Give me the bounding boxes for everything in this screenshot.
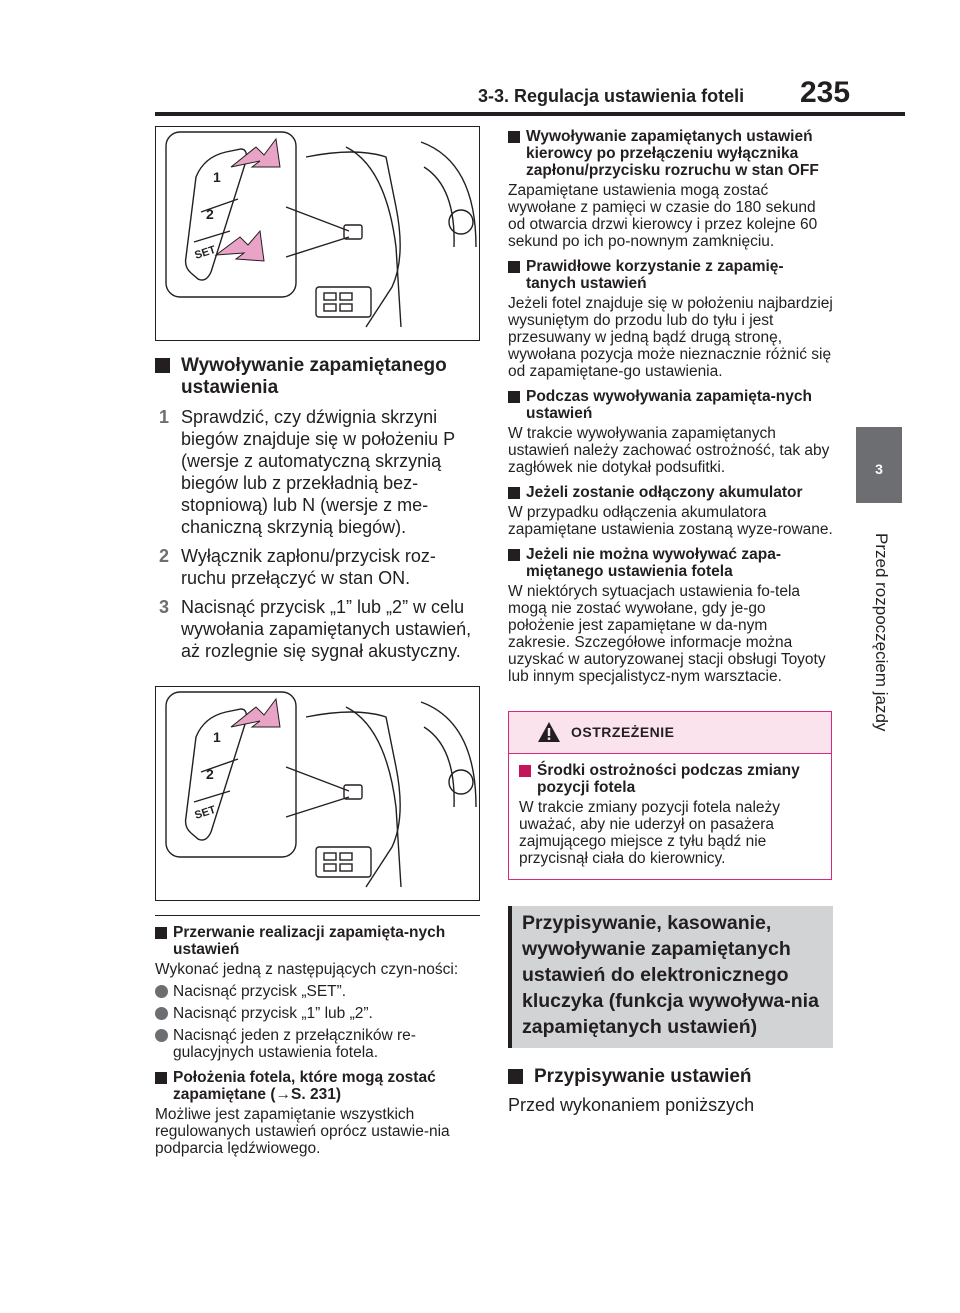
step-item: 3 Nacisnąć przycisk „1” lub „2” w celu wywołania zapamiętanych ustawień, aż rozlegnie się sygnał akustyczny. [159, 597, 472, 661]
note-text: Jeżeli fotel znajduje się w położeniu najbardziej wysuniętym do przodu lub do tyłu i jest przesuwany w jedną bądź drugą stronę, wywołana pozycja może nieznacznie różnić się od zapamiętane-go ustawienia. [508, 295, 833, 380]
page-number: 235 [800, 76, 851, 109]
figure-memory-button-press [155, 686, 480, 901]
interrupt-heading: Przerwanie realizacji zapamięta-nych ustawień [155, 924, 480, 958]
square-bullet-icon [508, 487, 520, 499]
square-bullet-icon [508, 131, 520, 143]
button-2-label: 2 [206, 766, 214, 782]
positions-heading: Położenia fotela, które mogą zostać zapamiętane (→S. 231) [155, 1069, 480, 1103]
square-bullet-icon [155, 1072, 167, 1084]
positions-text: Możliwe jest zapamiętanie wszystkich regulowanych ustawień oprócz ustawie-nia podparcia lędźwiowego. [155, 1106, 450, 1157]
note-text: W niektórych sytuacjach ustawienia fo-tela mogą nie zostać wywołane, gdy je-go położenie jest zapamiętane w da-nym zakresie. Szczegółowe informacje można uzyskać w autoryzowanej stacji obsługi Toyoty lub innym specjalistycz-nym warsztacie. [508, 583, 826, 685]
figure-memory-buttons-recall [155, 126, 480, 341]
circle-bullet-icon [155, 1029, 168, 1042]
warning-label: OSTRZEŻENIE [571, 724, 675, 740]
warning-body [509, 754, 831, 879]
warning-triangle-icon [537, 721, 561, 743]
circle-bullet-icon [155, 1007, 168, 1020]
arrow-icon [231, 139, 280, 167]
button-2-label: 2 [206, 206, 214, 222]
warning-text: W trakcie zmiany pozycji fotela należy uważać, aby nie uderzył on pasażera zajmującego miejsce z tyłu bądź nie przycisnął ciała do kierownicy. [519, 799, 781, 867]
step-item: 2 Wyłącznik zapłonu/przycisk roz-ruchu przełączyć w stan ON. [159, 546, 436, 588]
square-bullet-icon [508, 1069, 523, 1084]
square-bullet-icon [155, 927, 167, 939]
button-1-label: 1 [213, 169, 221, 185]
note-text: W przypadku odłączenia akumulatora zapamiętane ustawienia zostaną wyze-rowane. [508, 504, 833, 538]
section-title: Przypisywanie, kasowanie, wywoływanie zapamiętanych ustawień do elektronicznego kluczyka (funkcja wywoływa-nia zapamiętanych ustawień) [508, 906, 833, 1048]
door-panel-illustration [156, 687, 479, 900]
note-heading: Wywoływanie zapamiętanych ustawień kierowcy po przełączeniu wyłącznika zapłonu/przycisku rozruchu w stan OFF [508, 128, 833, 179]
header-rule [155, 112, 905, 116]
chapter-label: Przed rozpoczęciem jazdy [872, 533, 891, 732]
warning-header [509, 712, 831, 754]
left-column [155, 126, 480, 1157]
set-button-label: SET [193, 243, 218, 262]
recall-heading: Wywoływanie zapamiętanego ustawienia [155, 355, 480, 399]
note-heading: Podczas wywoływania zapamięta-nych ustawień [508, 388, 833, 422]
note-text: Zapamiętane ustawienia mogą zostać wywołane z pamięci w czasie do 180 sekund od otwarcia drzwi kierowcy i przez kolejne 60 sekund po ich po-nownym zamknięciu. [508, 182, 818, 250]
header-title: 3-3. Regulacja ustawienia foteli [478, 86, 745, 106]
note-heading: Jeżeli zostanie odłączony akumulator [508, 484, 833, 501]
assign-heading: Przypisywanie ustawień [508, 1066, 833, 1088]
note-heading: Prawidłowe korzystanie z zapamię-tanych ustawień [508, 258, 833, 292]
square-bullet-icon [508, 549, 520, 561]
list-item: Nacisnąć przycisk „1” lub „2”. [155, 1005, 480, 1022]
circle-bullet-icon [155, 985, 168, 998]
arrow-icon [231, 699, 280, 727]
button-1-label: 1 [213, 729, 221, 745]
square-bullet-icon [508, 261, 520, 273]
square-bullet-icon [155, 358, 170, 373]
right-column [508, 126, 833, 1116]
square-bullet-icon [508, 391, 520, 403]
divider [155, 915, 480, 916]
chapter-tab: 3 [856, 427, 902, 503]
door-panel-illustration [156, 127, 479, 340]
warning-heading: Środki ostrożności podczas zmiany pozycji fotela [519, 762, 821, 796]
warning-box [508, 711, 832, 880]
set-button-label: SET [193, 803, 218, 822]
interrupt-text: Wykonać jedną z następujących czyn-ności: [155, 961, 459, 978]
note-heading: Jeżeli nie można wywoływać zapa-miętanego ustawienia fotela [508, 546, 833, 580]
step-item: 1 Sprawdzić, czy dźwignia skrzyni biegów znajduje się w położeniu P (wersje z automatyczną skrzynią biegów lub z przekładnią bez-stopniową) lub N (wersje z me-chaniczną skrzynią biegów). [159, 407, 455, 537]
square-bullet-icon [519, 765, 531, 777]
assign-text: Przed wykonaniem poniższych [508, 1095, 755, 1115]
list-item: Nacisnąć przycisk „SET”. [155, 983, 480, 1000]
list-item: Nacisnąć jeden z przełączników re-gulacyjnych ustawienia fotela. [155, 1027, 480, 1061]
note-text: W trakcie wywoływania zapamiętanych ustawień należy zachować ostrożność, tak aby zagłówek nie dotykał podsufitki. [508, 425, 830, 476]
